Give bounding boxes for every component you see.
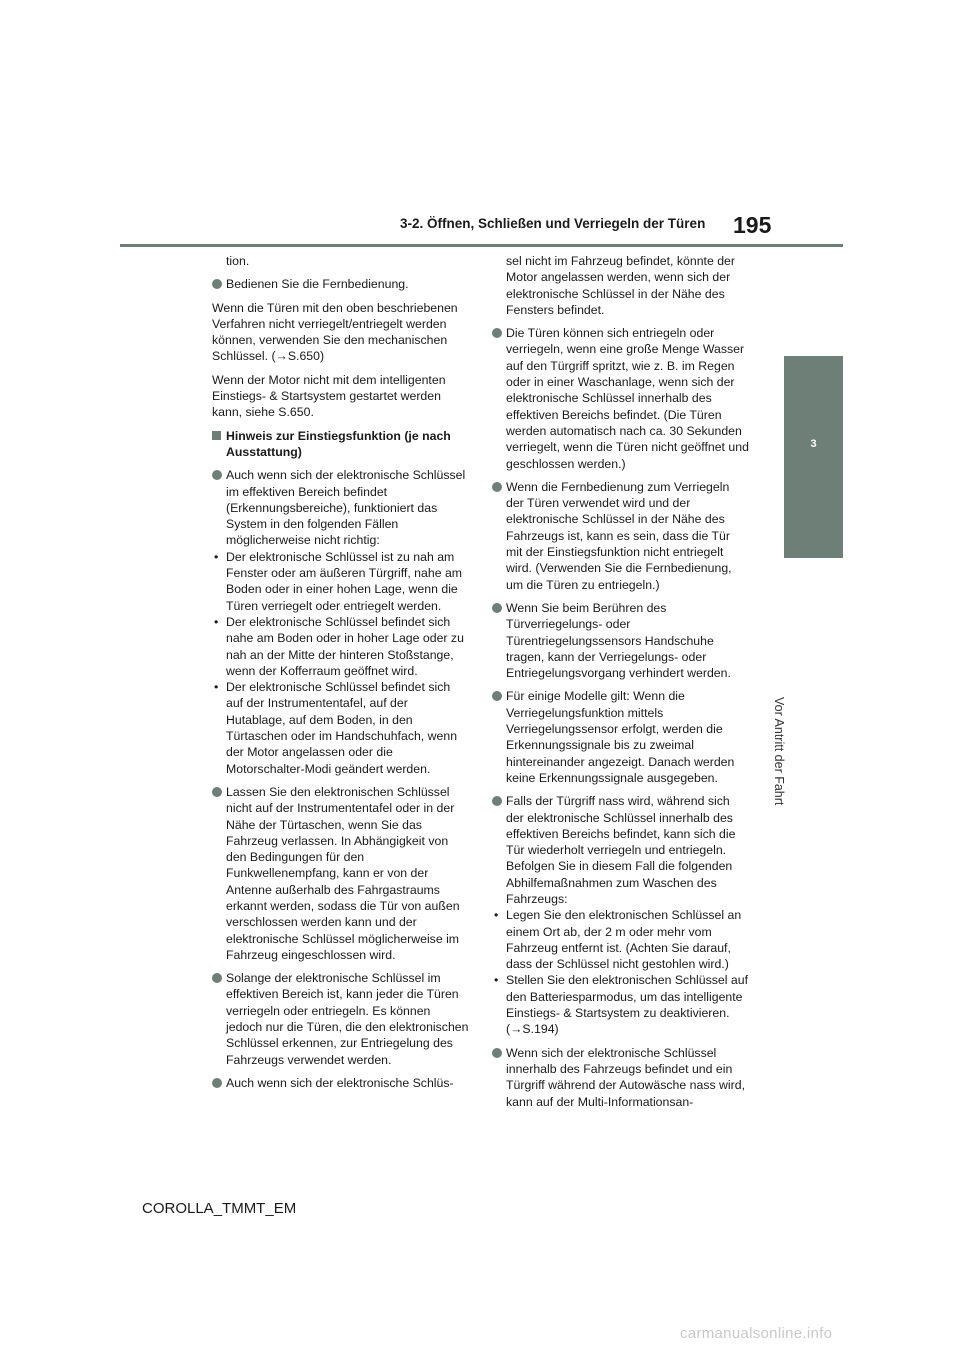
- bullet-dot-icon: [492, 796, 502, 806]
- continued-text: tion.: [226, 254, 250, 268]
- bullet-item: Solange der elektronische Schlüssel im effektiven Bereich ist, kann jeder die Türen verriegeln oder entriegeln. Es können jedoch nur die Türen, die den elektronischen Schlüssel erkennen, zur Entriegelung des Fahrzeugs verwendet werden.: [212, 970, 469, 1068]
- paragraph: Wenn der Motor nicht mit dem intelligenten Einstiegs- & Startsystem gestartet werden kann, siehe S.650.: [212, 372, 446, 420]
- bullet-dot-icon: [492, 603, 502, 613]
- sub-list-item: • Der elektronische Schlüssel befindet sich nahe am Boden oder in hoher Lage oder zu nah an der Mitte der hinteren Stoßstange, wenn der Kofferraum geöffnet wird.: [214, 614, 464, 678]
- bullet-item: Bedienen Sie die Fernbedienung.: [212, 276, 469, 292]
- bullet-item: Für einige Modelle gilt: Wenn die Verriegelungsfunktion mittels Verriegelungssensor erfolgt, werden die Erkennungssignale bis zu zweimal hintereinander angezeigt. Danach werden keine Erkennungssignale ausgegeben.: [492, 688, 749, 786]
- bullet-item: Auch wenn sich der elektronische Schlüs-: [212, 1075, 469, 1091]
- header-divider: [120, 244, 843, 247]
- bullet-item: Wenn Sie beim Berühren des Türverriegelungs- oder Türentriegelungssensors Handschuhe tragen, kann der Verriegelungs- oder Entriegelungsvorgang verhindert werden.: [492, 600, 749, 681]
- sub-list: [212, 549, 469, 777]
- section-heading: Hinweis zur Einstiegsfunktion (je nach Ausstattung): [212, 428, 469, 461]
- bullet-dot-icon: [492, 328, 502, 338]
- bullet-item: Falls der Türgriff nass wird, während sich der elektronische Schlüssel innerhalb des effektiven Bereichs befindet, kann sich die Tür wiederholt verriegeln und entriegeln. Befolgen Sie in diesem Fall die folgenden Abhilfemaßnahmen zum Waschen des Fahrzeugs:: [492, 793, 749, 907]
- bullet-dot-icon: [492, 691, 502, 701]
- bullet-item: Auch wenn sich der elektronische Schlüssel im effektiven Bereich befindet (Erkennungsbereiche), funktioniert das System in den folgenden Fällen möglicherweise nicht richtig:: [212, 467, 469, 548]
- bullet-dot-icon: [212, 1078, 222, 1088]
- left-column: [212, 253, 469, 1098]
- bullet-dot-icon: [212, 470, 222, 480]
- chapter-tab: [784, 356, 843, 558]
- bullet-dot-icon: [212, 973, 222, 983]
- square-marker-icon: [212, 431, 221, 440]
- chapter-header-title: 3-2. Öffnen, Schließen und Verriegeln der Türen: [400, 216, 706, 231]
- page-number: 195: [733, 212, 772, 238]
- chapter-side-label: Vor Antritt der Fahrt: [772, 697, 786, 806]
- bullet-dot-icon: [492, 1048, 502, 1058]
- bullet-dot-icon: [212, 279, 222, 289]
- sub-list-item: • Stellen Sie den elektronischen Schlüssel auf den Batteriesparmodus, um das intelligente Einstiegs- & Startsystem zu deaktivieren. (→S.194): [494, 973, 748, 1037]
- sub-list-item: • Der elektronische Schlüssel ist zu nah am Fenster oder am äußeren Türgriff, nahe am Boden oder in einer hohen Lage, wenn die Türen verriegelt oder entriegelt werden.: [214, 549, 463, 613]
- bullet-dot-icon: [212, 787, 222, 797]
- sub-list-item: • Legen Sie den elektronischen Schlüssel an einem Ort ab, der 2 m oder mehr vom Fahrzeug entfernt ist. (Achten Sie darauf, dass der Schlüssel nicht gestohlen wird.): [494, 908, 742, 972]
- document-code: COROLLA_TMMT_EM: [142, 1200, 297, 1217]
- bullet-item: Lassen Sie den elektronischen Schlüssel nicht auf der Instrumententafel oder in der Nähe der Türtaschen, wenn Sie das Fahrzeug verlassen. In Abhängigkeit von den Bedingungen für den Funkwellenempfang, kann er von der Antenne außerhalb des Fahrgastraums erkannt werden, sodass die Tür von außen verschlossen werden kann und der elektronische Schlüssel möglicherweise im Fahrzeug eingeschlossen wird.: [212, 784, 469, 963]
- sub-list-item: • Der elektronische Schlüssel befindet sich auf der Instrumententafel, auf der Hutablage, auf dem Boden, in den Türtaschen oder im Handschuhfach, wenn der Motor angelassen oder die Motorschalter-Modi geändert werden.: [214, 680, 458, 776]
- right-column: [492, 253, 749, 1117]
- paragraph: Wenn die Türen mit den oben beschriebenen Verfahren nicht verriegelt/entriegelt werden können, verwenden Sie den mechanischen Schlüssel. (→S.650): [212, 300, 458, 364]
- chapter-number: 3: [810, 438, 817, 450]
- bullet-dot-icon: [492, 482, 502, 492]
- continued-text: sel nicht im Fahrzeug befindet, könnte der Motor angelassen werden, wenn sich der elektronische Schlüssel in der Nähe des Fensters befindet.: [506, 254, 735, 317]
- watermark: carmanualsonline.info: [680, 1325, 833, 1342]
- bullet-item: Wenn sich der elektronische Schlüssel innerhalb des Fahrzeugs befindet und ein Türgriff während der Autowäsche nass wird, kann auf der Multi-Informationsan-: [492, 1045, 749, 1110]
- sub-list: [492, 907, 749, 1037]
- bullet-item: Die Türen können sich entriegeln oder verriegeln, wenn eine große Menge Wasser auf den Türgriff spritzt, wie z. B. im Regen oder in einer Waschanlage, wenn sich der elektronische Schlüssel innerhalb des effektiven Bereichs befindet. (Die Türen werden automatisch nach ca. 30 Sekunden verriegelt, wenn die Türen nicht geöffnet und geschlossen werden.): [492, 325, 749, 472]
- bullet-item: Wenn die Fernbedienung zum Verriegeln der Türen verwendet wird und der elektronische Schlüssel in der Nähe des Fahrzeugs ist, kann es sein, dass die Tür mit der Einstiegsfunktion nicht entriegelt wird. (Verwenden Sie die Fernbedienung, um die Türen zu entriegeln.): [492, 479, 749, 593]
